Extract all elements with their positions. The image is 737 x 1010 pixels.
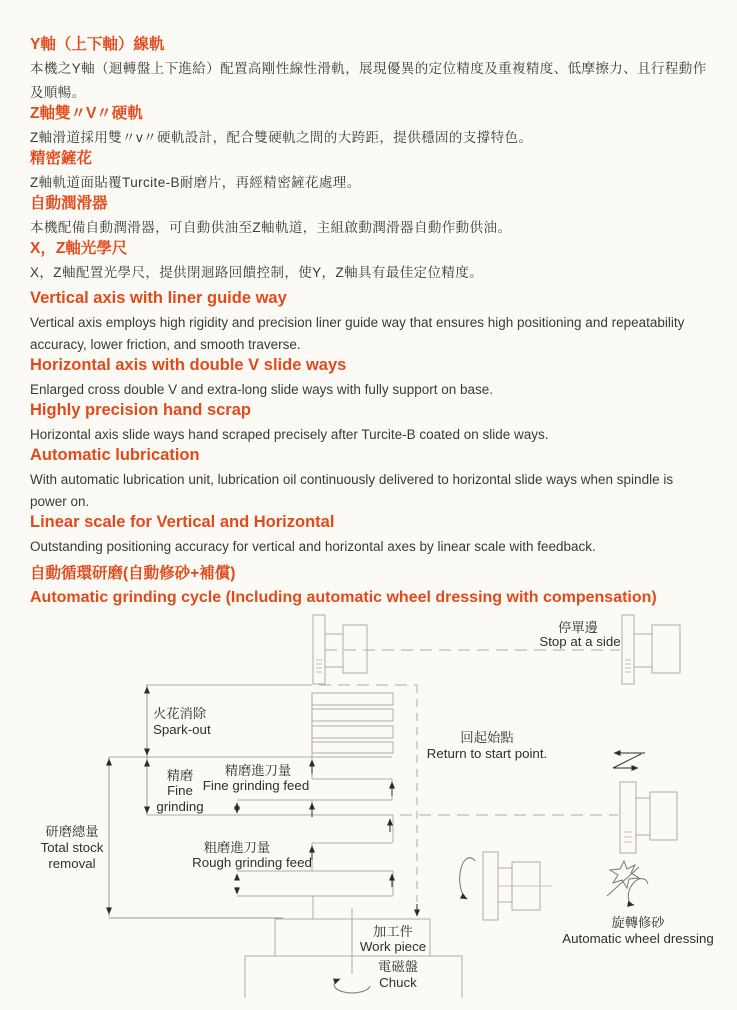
section-body: Z軸軌道面貼覆Turcite-B耐磨片，再經精密鏟花處理。 [30, 175, 361, 190]
feature-section-en [30, 446, 707, 513]
label-rough-feed-zh: 粗磨進刀量 [203, 840, 271, 855]
section-heading: Y軸（上下軸）線軌 [30, 36, 165, 53]
label-total-en-2: removal [48, 856, 96, 871]
section-heading: X，Z軸光學尺 [30, 240, 128, 257]
label-fine-feed-en: Fine grinding feed [202, 778, 310, 793]
grinding-wheel-right-icon [620, 782, 677, 853]
label-stop-en: Stop at a side [539, 634, 621, 649]
dresser-icon [607, 861, 648, 905]
grinding-wheel-stop-icon [622, 615, 680, 684]
oscillation-arrow-icon [613, 753, 645, 768]
label-stop-zh: 停單邊 [558, 620, 598, 635]
section-body: Outstanding positioning accuracy for vertical and horizontal axes by linear scale with feedback. [30, 539, 596, 554]
section-body: Enlarged cross double V and extra-long slide ways with fully support on base. [30, 382, 494, 397]
section-heading: 自動潤滑器 [30, 195, 108, 212]
label-dressing-en: Automatic wheel dressing [562, 931, 714, 946]
section-heading: Vertical axis with liner guide way [30, 289, 287, 307]
section-heading: 精密鏟花 [30, 150, 93, 167]
section-body: Z軸滑道採用雙〃v〃硬軌設計，配合雙硬軌之間的大跨距，提供穩固的支撐特色。 [30, 130, 533, 145]
label-return-zh: 回起始點 [460, 730, 514, 745]
section-heading: Automatic lubrication [30, 446, 200, 464]
diagram-title-zh: 自動循環研磨(自動修砂+補償) [30, 565, 236, 582]
grinding-cycle-diagram [0, 608, 737, 1010]
wheel-front-view-icon [483, 852, 552, 920]
label-sparkout-en: Spark-out [153, 722, 211, 737]
workpiece-chuck-icon [245, 908, 462, 998]
diagram-labels [41, 619, 714, 990]
feature-text-column [30, 36, 707, 607]
feature-section-zh [30, 105, 707, 150]
label-return-en: Return to start point. [426, 746, 548, 761]
section-body: 本機之Y軸（迴轉盤上下進給）配置高剛性線性滑軌，展現優異的定位精度及重複精度、低摩擦力、且行程動作及順暢。 [30, 61, 707, 100]
feature-section-en [30, 289, 707, 356]
label-sparkout-zh: 火花消除 [153, 706, 207, 721]
section-heading: Z軸雙〃V〃硬軌 [30, 105, 143, 122]
label-fine-en-1: Fine [167, 783, 193, 798]
feature-sections-en [30, 289, 707, 558]
label-dressing-zh: 旋轉修砂 [611, 915, 665, 930]
feature-section-en [30, 513, 707, 558]
label-fine-en-2: grinding [156, 799, 204, 814]
label-rough-feed-en: Rough grinding feed [192, 855, 312, 870]
feature-section-en [30, 356, 707, 401]
label-total-en-1: Total stock [40, 840, 104, 855]
section-body: X，Z軸配置光學尺，提供閉迴路回饋控制，使Y，Z軸具有最佳定位精度。 [30, 265, 484, 280]
section-body: 本機配備自動潤滑器，可自動供油至Z軸軌道，主組啟動潤滑器自動作動供油。 [30, 220, 512, 235]
section-heading: Horizontal axis with double V slide ways [30, 356, 347, 374]
feature-section-zh [30, 36, 707, 105]
section-heading: Highly precision hand scrap [30, 401, 251, 419]
label-fine-zh: 精磨 [166, 768, 194, 783]
feature-section-zh [30, 150, 707, 195]
section-heading: Linear scale for Vertical and Horizontal [30, 513, 335, 531]
section-body: Vertical axis employs high rigidity and precision liner guide way that ensures high positioning and repeatability accuracy, lower friction, and smooth traverse. [30, 315, 685, 352]
wheel-rotation-arrow [460, 858, 475, 899]
label-chuck-zh: 電磁盤 [378, 959, 418, 974]
diagram-title-en: Automatic grinding cycle (Including automatic wheel dressing with compensation) [30, 589, 657, 606]
label-total-zh: 研磨總量 [45, 824, 99, 839]
chuck-rotation-arrow [334, 979, 370, 993]
label-fine-feed-zh: 精磨進刀量 [224, 763, 292, 778]
grinding-wheel-start-icon [313, 615, 367, 684]
section-body: Horizontal axis slide ways hand scraped precisely after Turcite-B coated on slide ways. [30, 427, 549, 442]
feature-section-zh [30, 195, 707, 240]
feature-section-en [30, 401, 707, 446]
section-body: With automatic lubrication unit, lubrication oil continuously delivered to horizontal slide ways when spindle is power on. [30, 472, 674, 509]
label-chuck-en: Chuck [379, 975, 417, 990]
label-workpiece-en: Work piece [359, 939, 427, 954]
feature-section-zh [30, 240, 707, 285]
label-workpiece-zh: 加工件 [373, 924, 413, 939]
